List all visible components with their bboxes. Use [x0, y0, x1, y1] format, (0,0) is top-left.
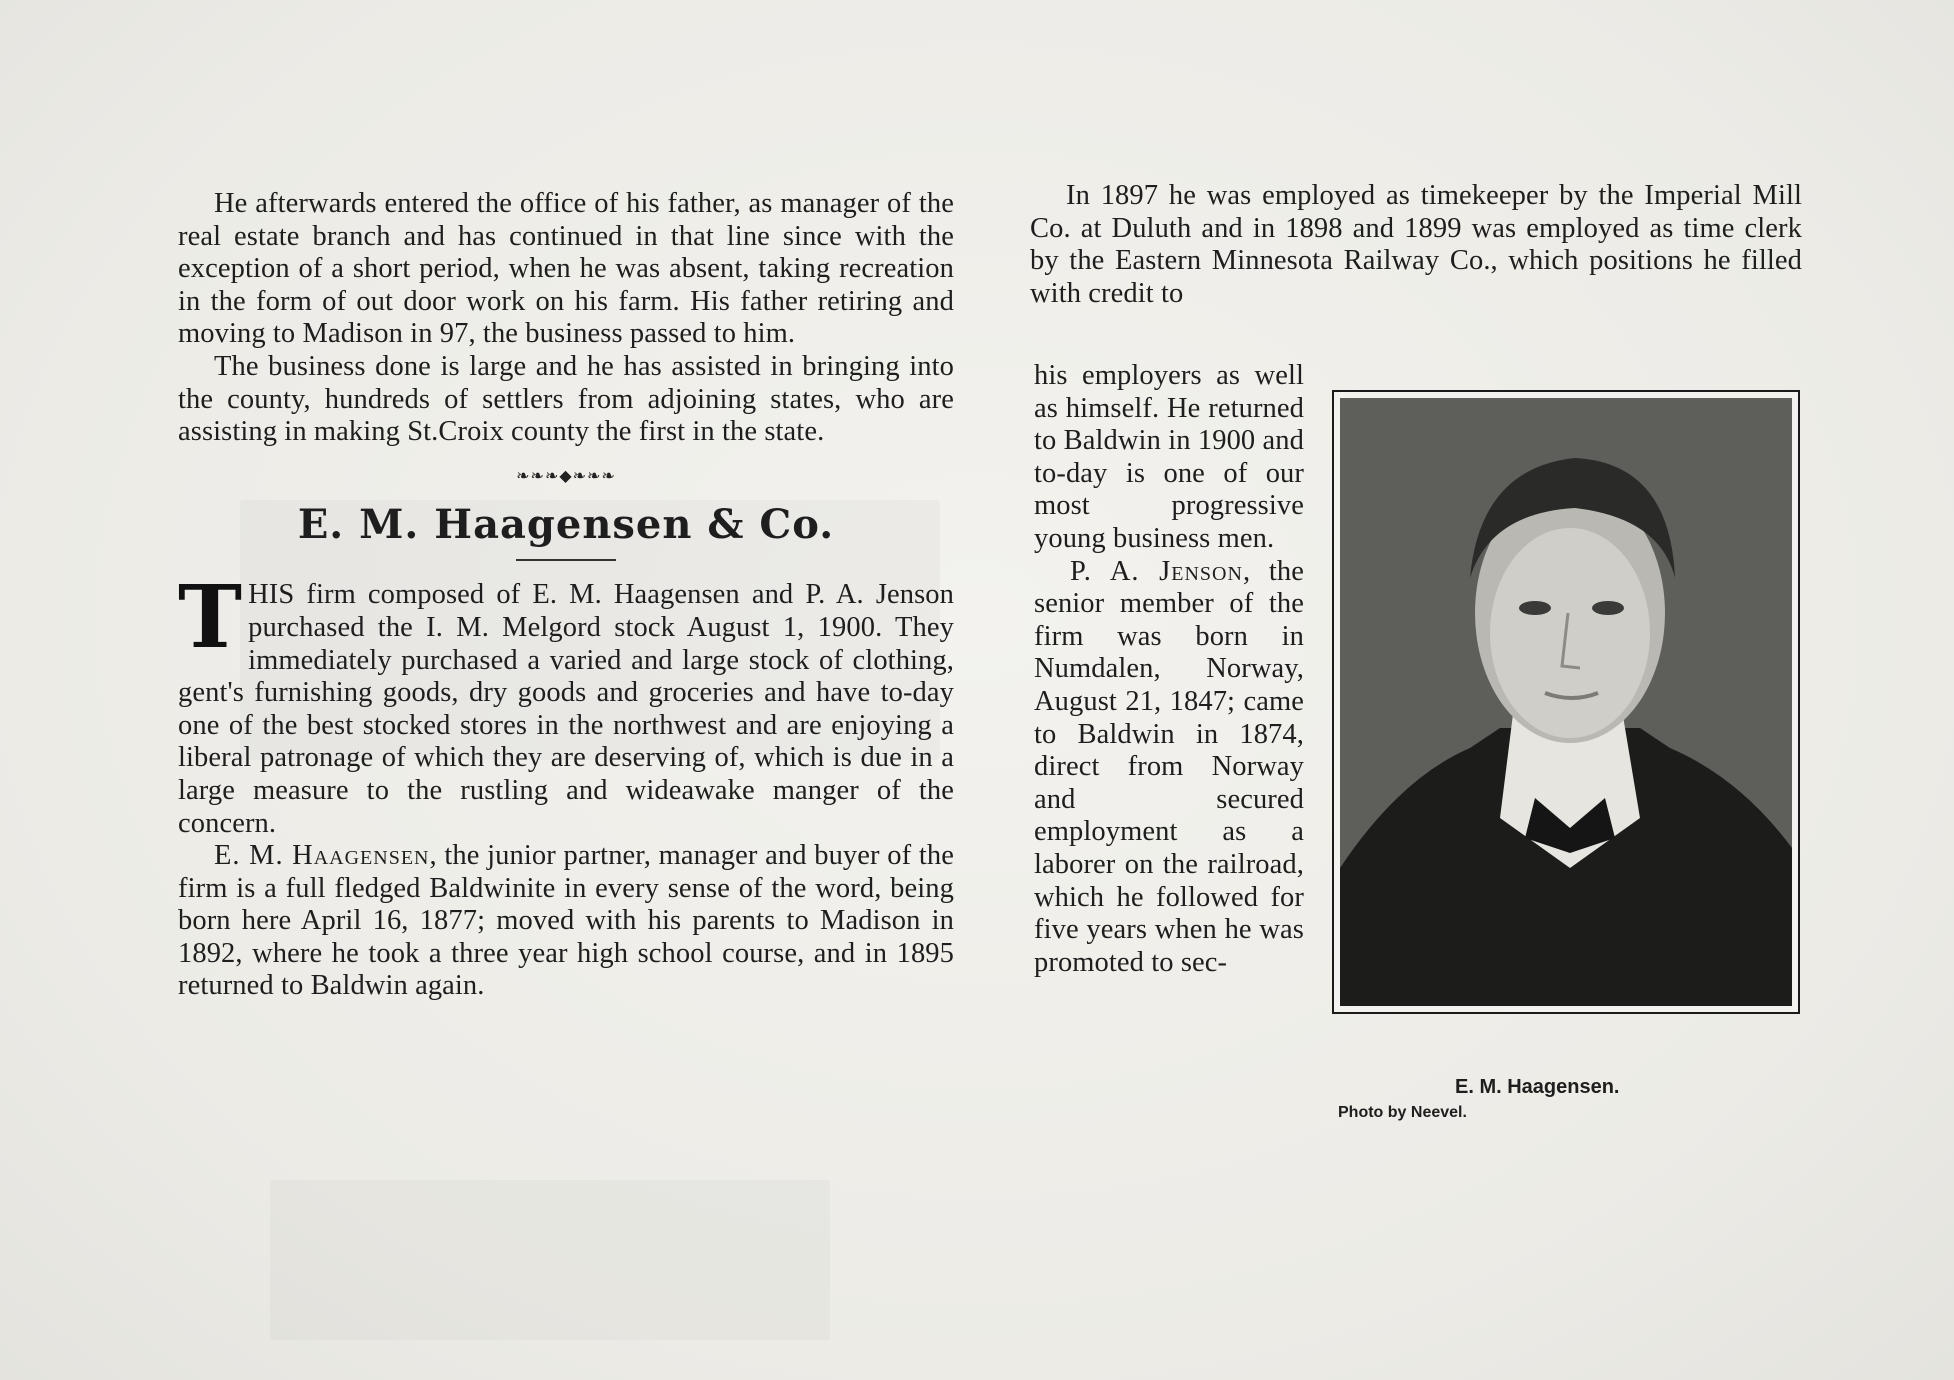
left-text-column [178, 188, 954, 1003]
paragraph-business: The business done is large and he has assisted in bringing into the county, hundreds of settlers from adjoining states, who are assisting in making St.Croix county the first in the state. [178, 350, 954, 448]
firm-heading: E. M. Haagensen & Co. [297, 501, 835, 549]
right-text-top [1030, 180, 1802, 310]
paragraph-jenson [1034, 556, 1304, 980]
paragraph-employment-cont: his employers as well as himself. He returned to Baldwin in 1900 and to-day is one of our most progressive young business men. [1034, 360, 1304, 554]
portrait-illustration [1340, 398, 1792, 1006]
photo-caption-name: E. M. Haagensen. [1455, 1076, 1620, 1098]
paragraph-firm [178, 567, 954, 840]
haagensen-name: E. M. Haagensen [214, 840, 430, 872]
paragraph-haagensen-text: , the junior partner, manager and buyer of the firm is a full fledged Baldwinite in every sense of the word, being born here April 16, 1877; moved with his parents to Madison in 1892, where he took a three year high school course, and in 1895 returned to Baldwin again. [178, 840, 954, 1002]
paragraph-office: He afterwards entered the office of his father, as manager of the real estate branch and has continued in that line since with the exception of a short period, when he was absent, taking recreation in the form of out door work on his farm. His father retiring and moving to Madison in 97, the business passed to him. [178, 188, 954, 350]
portrait-photo [1340, 398, 1792, 1006]
paragraph-employment: In 1897 he was employed as timekeeper by the Imperial Mill Co. at Duluth and in 1898 and 1899 was employed as time clerk by the Eastern Minnesota Railway Co., which positions he filled with credit to [1030, 180, 1802, 309]
show-through-bottom [270, 1180, 830, 1340]
drop-cap: T [178, 567, 243, 669]
photo-caption-credit: Photo by Neevel. [1338, 1104, 1467, 1121]
paragraph-firm-text: HIS firm composed of E. M. Haagensen and P. A. Jenson purchased the I. M. Melgord stock August 1, 1900. They immediately purchased a varied and large stock of clothing, gent's furnishing goods, dry goods and groceries and have to-day one of the best stocked stores in the northwest and are enjoying a liberal patronage of which they are deserving of, which is due in a large measure to the rustling and wideawake manger of the concern. [178, 579, 954, 839]
portrait-frame [1332, 390, 1800, 1014]
heading-rule [516, 559, 616, 561]
paragraph-haagensen [178, 840, 954, 1003]
ornament-divider: ❧❧❧◆❧❧❧ [516, 467, 616, 485]
paragraph-jenson-text: , the senior member of the firm was born in Numdalen, Norway, August 21, 1847; came to Baldwin in 1874, direct from Norway and secured employment as a laborer on the railroad, which he followed for five years when he was promoted to sec- [1034, 555, 1304, 978]
right-text-narrow [1034, 360, 1304, 979]
jenson-name: P. A. Jenson [1070, 555, 1243, 587]
